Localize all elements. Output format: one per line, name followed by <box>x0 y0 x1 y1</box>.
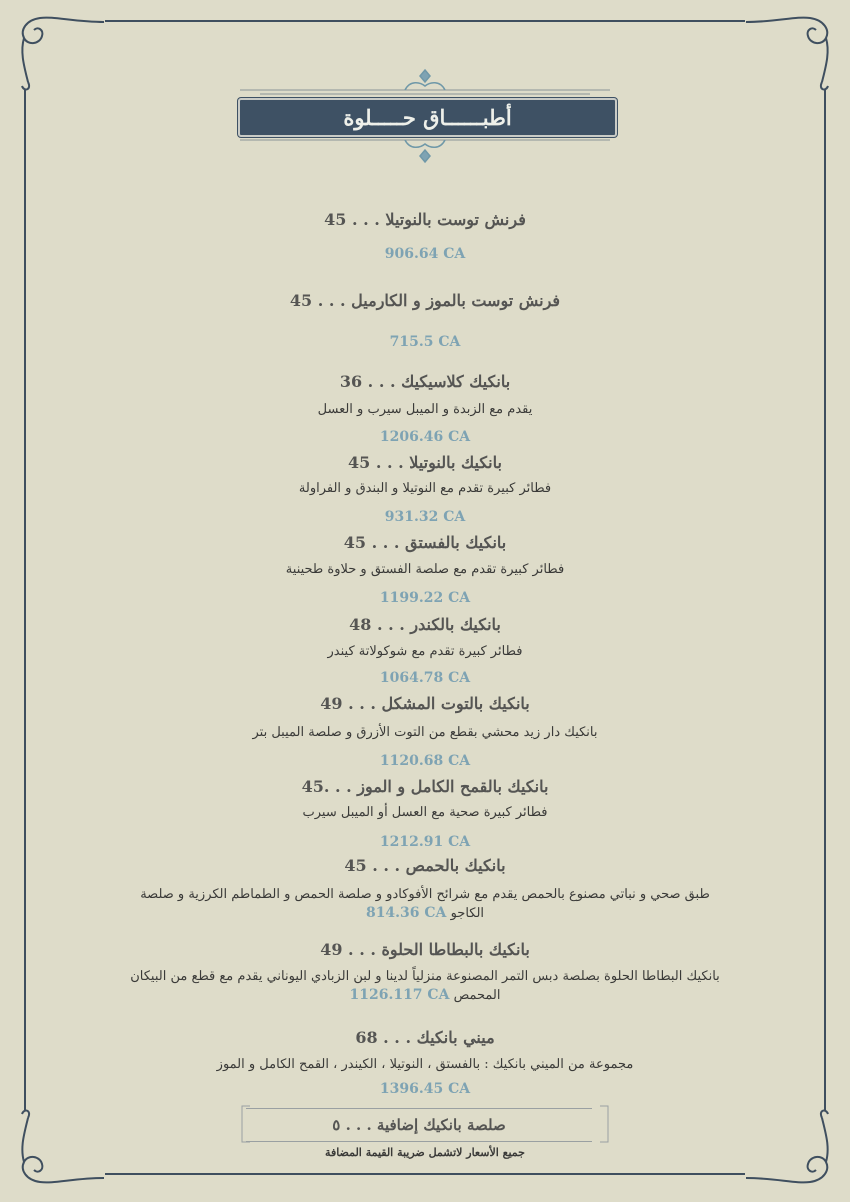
menu-item-name: بانكيك بالبطاطا الحلوة . . . 49 <box>320 940 530 959</box>
menu-item-description: طبق صحي و نباتي مصنوع بالحمص يقدم مع شرائح الأفوكادو و صلصة الحمص و الطماطم الكرزية و صلصة الكاجو 814.36 CA <box>140 887 710 921</box>
corner-ornament-top-right-icon <box>746 12 836 92</box>
menu-item-description: فطائر كبيرة تقدم مع صلصة الفستق و حلاوة طحينية <box>285 562 565 577</box>
menu-item-name: بانكيك بالتوت المشكل . . . 49 <box>320 694 530 713</box>
menu-item-price: 1199.22 CA <box>379 590 471 606</box>
menu-item-price: 1126.117 CA <box>349 987 450 1003</box>
title-ornament-top-icon <box>240 68 610 98</box>
frame-bottom-line <box>105 1173 745 1175</box>
menu-item-price: 814.36 CA <box>365 905 447 921</box>
menu-item-name: بانكيك بالقمح الكامل و الموز . . .45 <box>301 777 549 796</box>
section-title-bar <box>238 98 617 137</box>
menu-item-price: 1206.46 CA <box>379 429 471 445</box>
frame-top-line <box>105 20 745 22</box>
menu-item-name: بانكيك بالكندر . . . 48 <box>349 615 501 634</box>
vat-note: جميع الأسعار لاتشمل ضريبة القيمة المضافة <box>325 1146 525 1159</box>
extra-sauce-label: صلصة بانكيك إضافية . . . ٥ <box>332 1116 506 1134</box>
menu-item-name: ميني بانكيك . . . 68 <box>355 1028 495 1047</box>
section-title: أطبــــــاق حـــــلوة <box>343 105 512 130</box>
menu-item-price: 715.5 CA <box>389 334 461 350</box>
menu-item-description: مجموعة من الميني بانكيك : بالفستق ، النوتيلا ، الكيندر ، القمح الكامل و الموز <box>216 1057 634 1072</box>
menu-item-description: فطائر كبيرة صحية مع العسل أو الميبل سيرب <box>302 805 548 820</box>
bracket-right-icon <box>598 1104 612 1144</box>
menu-item-name: بانكيك بالحمص . . . 45 <box>344 856 506 875</box>
title-ornament-bottom-icon <box>240 134 610 164</box>
menu-item-name: فرنش توست بالنوتيلا . . . 45 <box>324 210 526 229</box>
menu-item-price: 931.32 CA <box>384 509 466 525</box>
corner-ornament-top-left-icon <box>14 12 104 92</box>
menu-item-name: فرنش توست بالموز و الكارميل . . . 45 <box>289 291 561 310</box>
menu-item-description: بانكيك البطاطا الحلوة بصلصة دبس التمر المصنوعة منزلياً لدينا و لبن الزبادي اليوناني يقدم مع قطع من البيكان المحمص 1126.117 CA <box>130 969 720 1003</box>
menu-item-description: بانكيك دار زيد محشي بقطع من التوت الأزرق و صلصة الميبل بتر <box>252 725 598 740</box>
menu-item-price: 1120.68 CA <box>379 753 471 769</box>
menu-item-name: بانكيك بالفستق . . . 45 <box>343 533 507 552</box>
menu-item-price: 1212.91 CA <box>379 834 471 850</box>
menu-item-description: فطائر كبيرة تقدم مع شوكولاتة كيندر <box>327 644 523 659</box>
menu-item-description: فطائر كبيرة تقدم مع النوتيلا و البندق و الفراولة <box>298 481 552 496</box>
menu-item-description: يقدم مع الزبدة و الميبل سيرب و العسل <box>317 402 533 417</box>
menu-item-name: بانكيك كلاسيكيك . . . 36 <box>339 372 511 391</box>
menu-item-price: 906.64 CA <box>384 246 466 262</box>
extra-sauce-box <box>246 1108 592 1142</box>
menu-item-price: 1396.45 CA <box>379 1081 471 1097</box>
menu-item-name: بانكيك بالنوتيلا . . . 45 <box>348 453 502 472</box>
menu-item-price: 1064.78 CA <box>379 670 471 686</box>
